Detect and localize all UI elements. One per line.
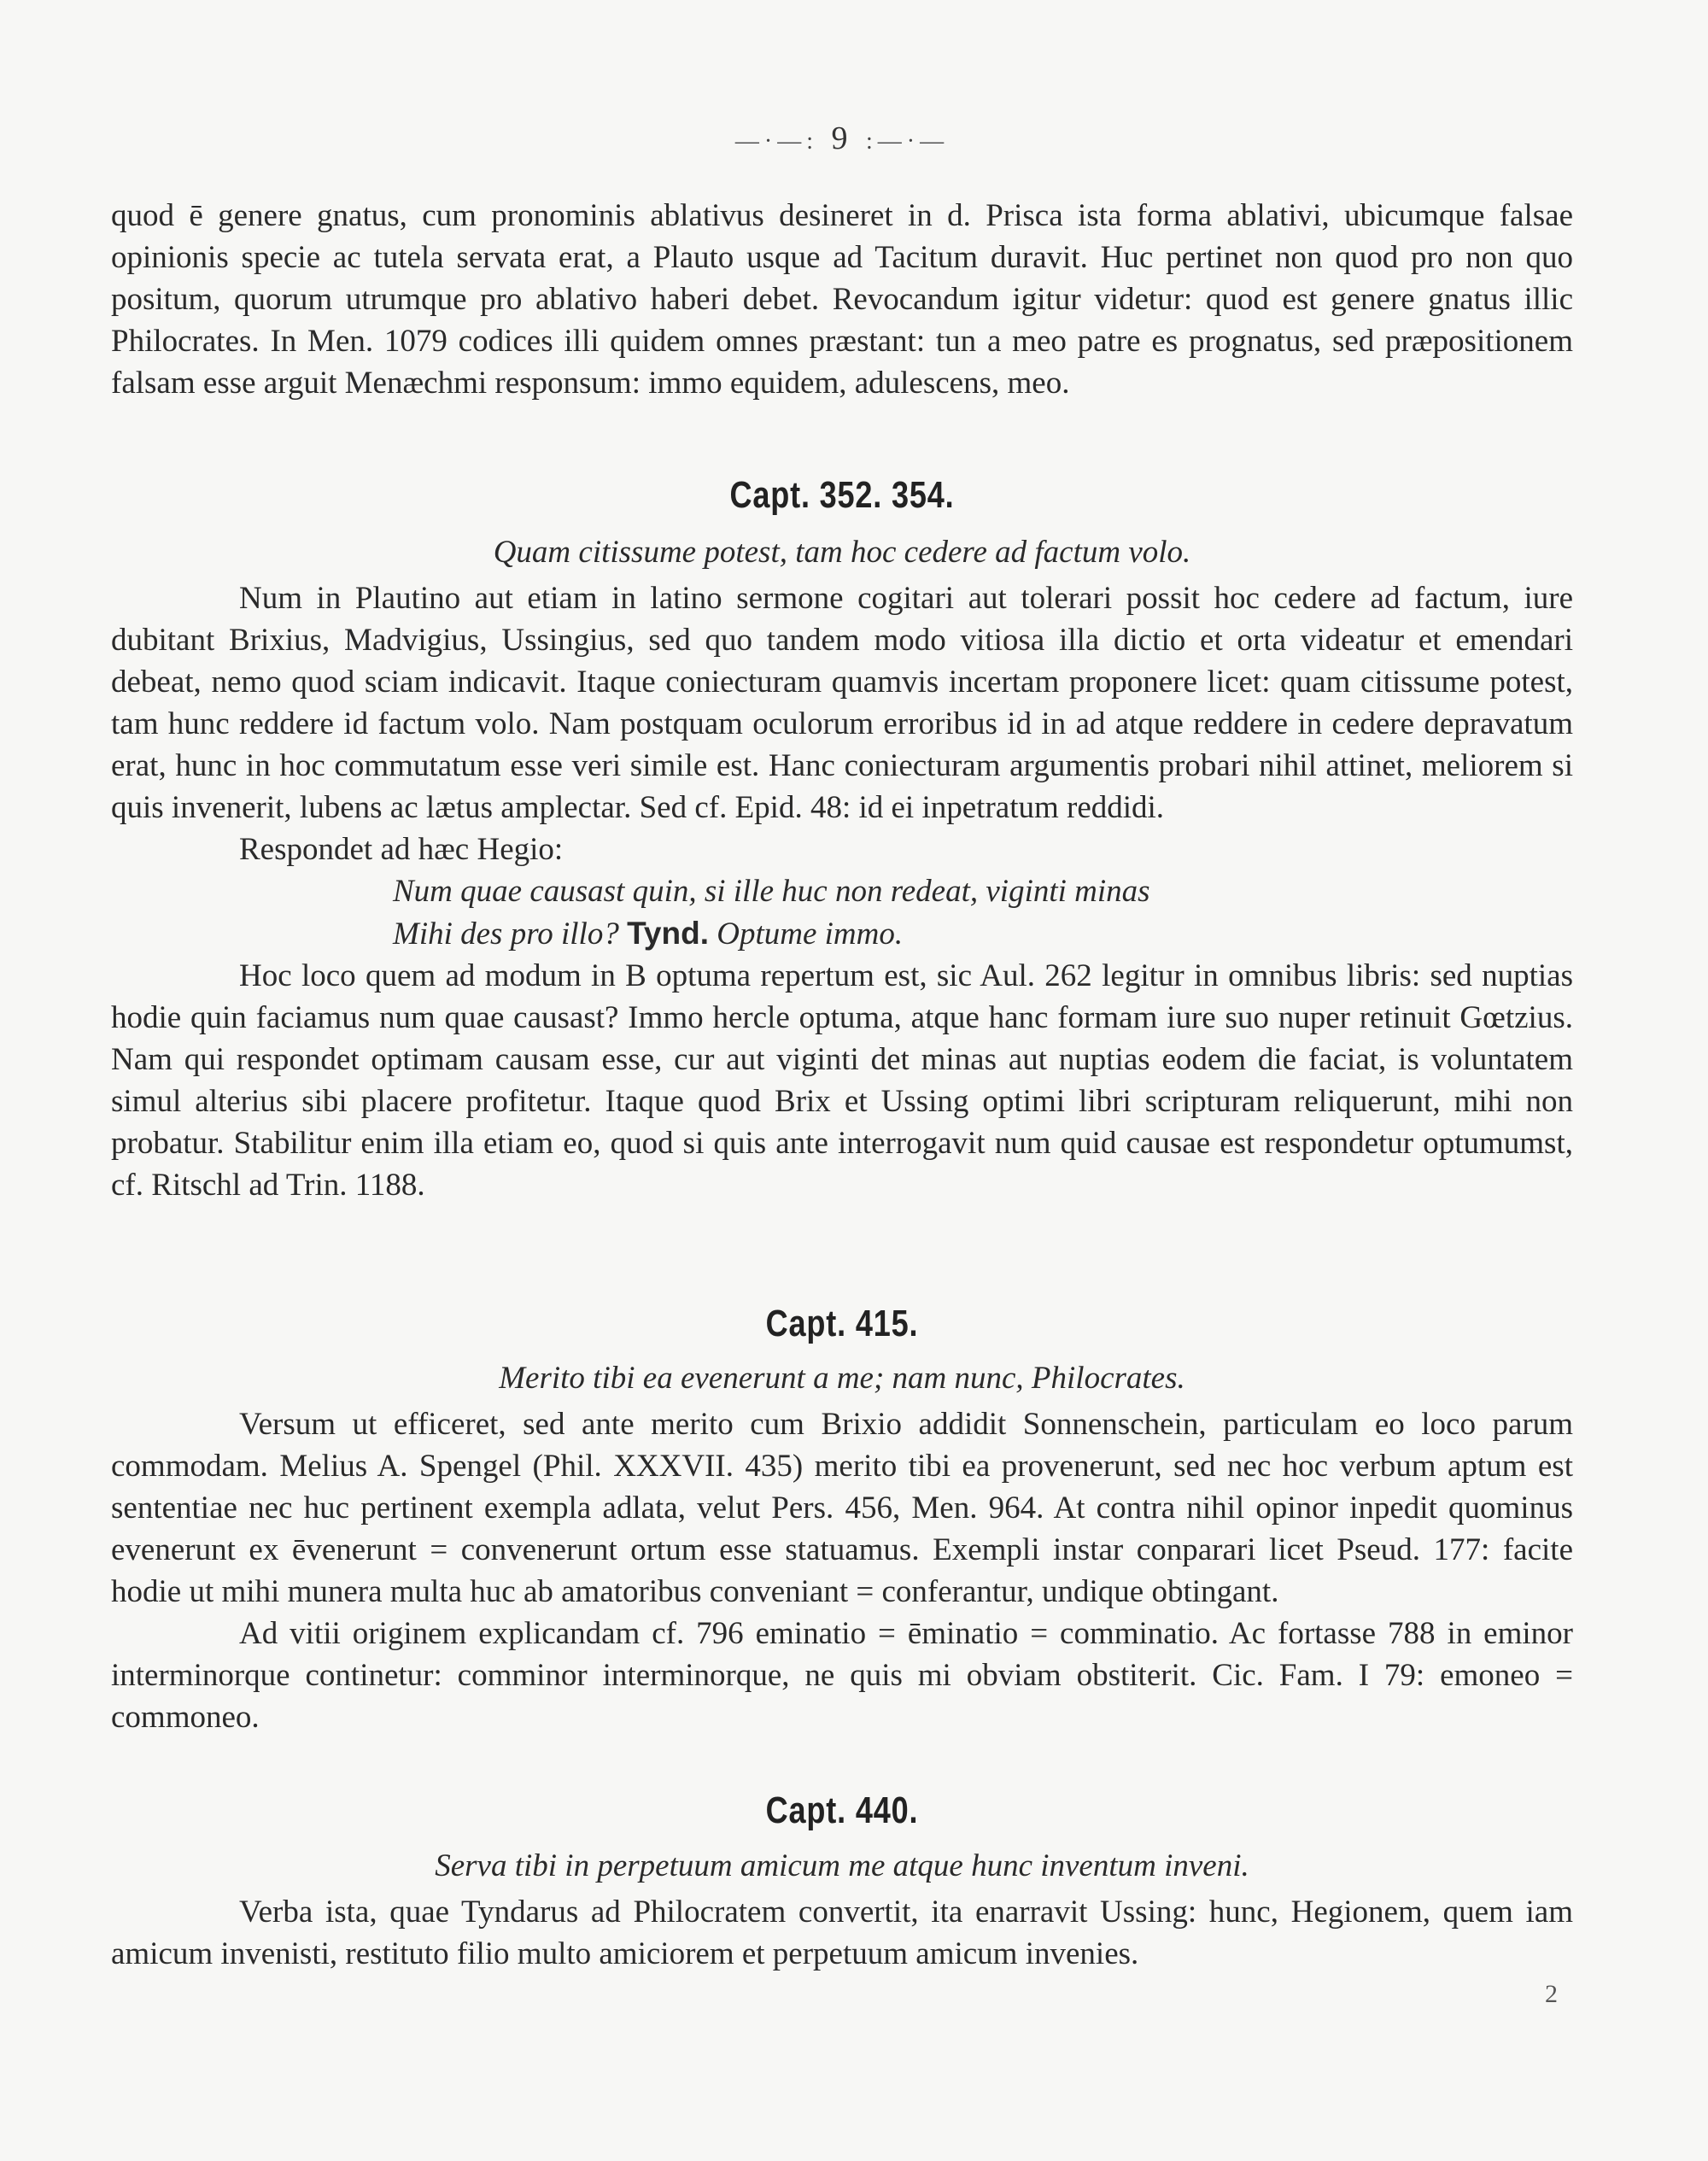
body-paragraph: Respondet ad hæc Hegio:: [239, 832, 564, 867]
section2-body: [111, 1403, 1573, 1738]
section-heading: Capt. 440.: [765, 1789, 919, 1831]
ornament-left: —·—:: [734, 128, 818, 155]
body-paragraph: Num in Plautino aut etiam in latino sermone cogitari aut tolerari possit hoc cedere ad factum, iure dubitant Brixius, Madvigius, Ussingius, sed quo tandem modo vitiosa illa dictio et orta videatur et emendari debeat, nemo quod sciam indicavit. Itaque coniecturam quamvis incertam proponere licet: quam citissume potest, tam hunc reddere id factum volo. Nam postquam oculorum erroribus id in ad atque reddere in cedere depravatum erat, hunc in hoc commutatum esse veri simile est. Hanc coniecturam argumentis probari nihil attinet, meliorem si quis invenerit, lubens ac lætus amplectar. Sed cf. Epid. 48: id ei inpetratum reddidi.: [111, 581, 1573, 825]
section-citation-wrap: [111, 1848, 1573, 1884]
body-paragraph: Versum ut efficeret, sed ante merito cum Brixio addidit Sonnenschein, particulam eo loco parum commodam. Melius A. Spengel (Phil. XXXVII. 435) merito tibi ea provenerunt, sed nec hoc verbum aptum est sententiae nec huc pertinent exempla adlata, velut Pers. 456, Men. 964. At contra nihil opinor inpedit quominus evenerunt ex ēvenerunt = convenerunt ortum esse statuamus. Exempli instar conparari licet Pseud. 177: facite hodie ut mihi munera multa huc ab amatoribus conveniant = conferantur, undique obtingant.: [111, 1407, 1573, 1609]
page-header: [111, 120, 1573, 157]
section-heading: Capt. 415.: [765, 1303, 919, 1344]
section-heading: Capt. 352. 354.: [729, 474, 955, 516]
intro-paragraph: quod ē genere gnatus, cum pronominis ablativus desineret in d. Prisca ista forma ablativi, ubicumque falsae opinionis specie ac tutela servata erat, a Plauto usque ad Tacitum duravit. Huc pertinet non quod pro non quo positum, quorum utrumque pro ablativo haberi debet. Revocandum igitur videtur: quod est genere gnatus illic Philocrates. In Men. 1079 codices illi quidem omnes præstant: tun a meo patre es prognatus, sed præpositionem falsam esse arguit Menæchmi responsum: immo equidem, adulescens, meo.: [111, 198, 1573, 401]
signature-mark: 2: [1545, 1980, 1558, 2008]
body-paragraph: Ad vitii originem explicandam cf. 796 eminatio = ēminatio = comminatio. Ac fortasse 788 in eminor interminorque continetur: comminor interminorque, ne quis mi obviam obstiterit. Cic. Fam. I 79: emoneo = commoneo.: [111, 1616, 1573, 1735]
section-citation: Merito tibi ea evenerunt a me; nam nunc, Philocrates.: [499, 1361, 1185, 1396]
section-citation-wrap: [111, 1360, 1573, 1397]
verse-text: Mihi des pro illo?: [393, 917, 619, 952]
intro-block: [111, 195, 1573, 404]
section-citation: Serva tibi in perpetuum amicum me atque hunc inventum inveni.: [435, 1848, 1249, 1883]
verse-line: Num quae causast quin, si ille huc non redeat, viginti minas: [393, 874, 1150, 909]
document-page: [111, 0, 1573, 2161]
section-citation-wrap: [111, 534, 1573, 571]
body-paragraph: Hoc loco quem ad modum in B optuma repertum est, sic Aul. 262 legitur in omnibus libris: sed nuptias hodie quin faciamus num quae causast? Immo hercle optuma, atque hanc formam iure suo nuper retinuit Gœtzius. Nam qui respondet optimam causam esse, cur aut viginti det minas aut nuptias eodem die faciat, is voluntatem simul alterius sibi placere profitetur. Itaque quod Brix et Ussing optimi libri scripturam reliquerunt, mihi non probatur. Stabilitur enim illa etiam eo, quod si quis ante interrogavit num quid causae est respondetur optumumst, cf. Ritschl ad Trin. 1188.: [111, 958, 1573, 1203]
verse-text: Optume immo.: [717, 917, 904, 952]
page-number: 9: [831, 120, 853, 156]
speaker-label: Tynd.: [627, 916, 709, 951]
verse-line: [111, 912, 1573, 955]
section-capt-415: [111, 1303, 1573, 1345]
ornament-right: :—·—: [866, 128, 950, 155]
section3-body: [111, 1891, 1573, 1975]
section1-body: [111, 577, 1573, 1206]
body-paragraph: Verba ista, quae Tyndarus ad Philocratem convertit, ita enarravit Ussing: hunc, Hegionem, quem iam amicum invenisti, restituto filio multo amiciorem et perpetuum amicum invenies.: [111, 1895, 1573, 1971]
section-capt-352: [111, 474, 1573, 517]
section-capt-440: [111, 1789, 1573, 1832]
section-citation: Quam citissume potest, tam hoc cedere ad factum volo.: [493, 535, 1191, 570]
